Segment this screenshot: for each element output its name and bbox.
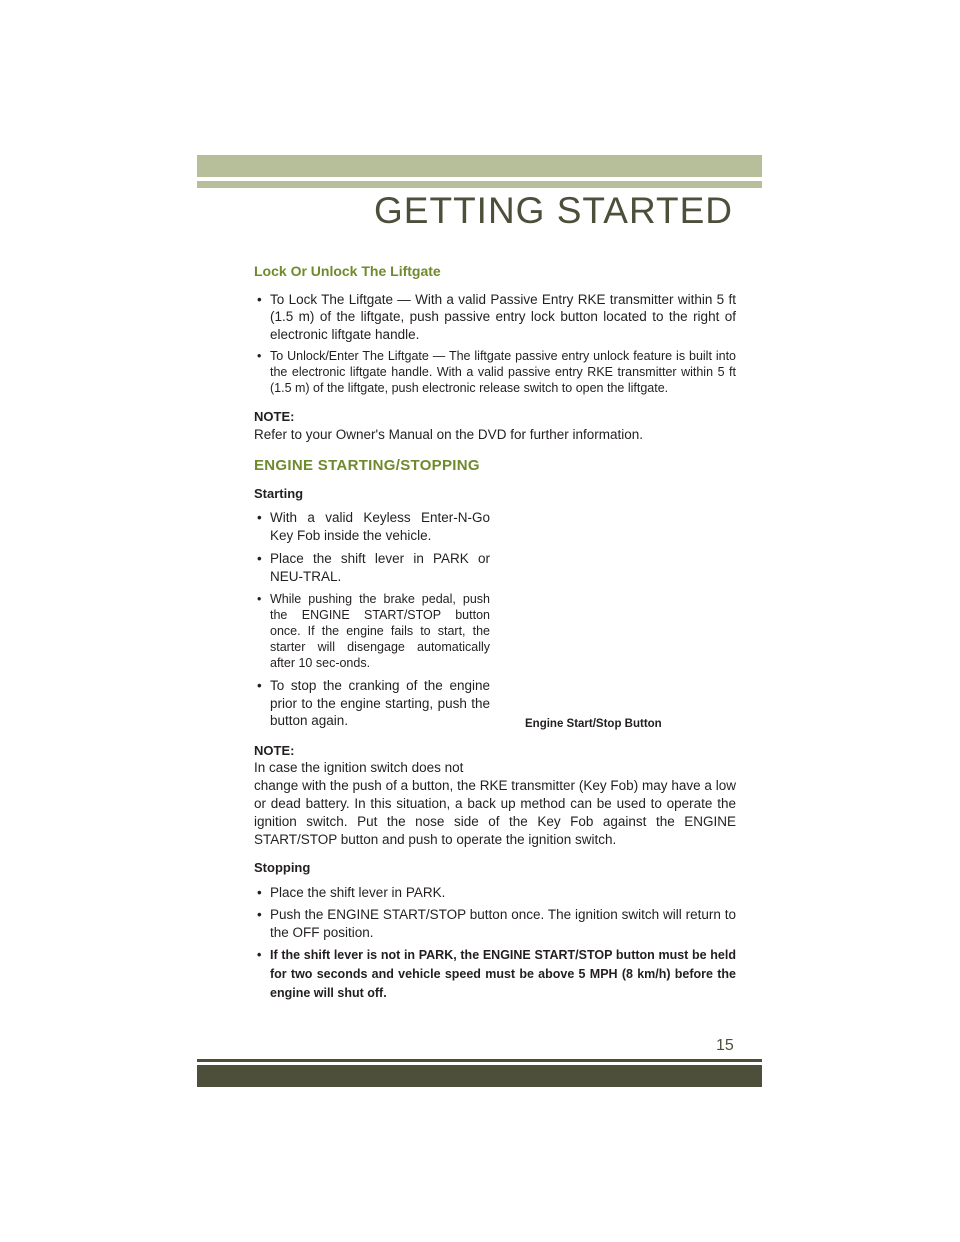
note-text-start: In case the ignition switch does not (254, 760, 464, 775)
page-content (254, 263, 736, 1008)
list-item: • If the shift lever is not in PARK, the ENGINE START/STOP button must be held for two seconds and vehicle speed must be above 5 MPH (8 km/h) before the engine will shut off. (254, 946, 736, 1003)
engine-button-figure (520, 485, 736, 723)
liftgate-heading: Lock Or Unlock The Liftgate (254, 263, 441, 279)
engine-heading: ENGINE STARTING/STOPPING (254, 457, 480, 474)
list-item: • Place the shift lever in PARK. (254, 884, 736, 902)
stopping-bullets (254, 884, 736, 942)
starting-section (254, 485, 736, 730)
footer-band (197, 1065, 762, 1087)
starting-label: Starting (254, 485, 304, 501)
list-item: • To Unlock/Enter The Liftgate — The liftgate passive entry unlock feature is built into the electronic liftgate handle. With a valid passive entry RKE transmitter within 5 ft (1.5 m) of the liftgate, push electronic release switch to open the liftgate. (254, 348, 736, 396)
note-label: NOTE: (254, 409, 295, 424)
stopping-warning (254, 946, 736, 1003)
header-band (197, 155, 762, 177)
header-rule (197, 181, 762, 188)
list-item: • Push the ENGINE START/STOP button once. The ignition switch will return to the OFF position. (254, 906, 736, 941)
liftgate-bullets-small (254, 348, 736, 396)
figure-caption: Engine Start/Stop Button (525, 718, 662, 730)
footer-rule (197, 1059, 762, 1062)
note-text: Refer to your Owner's Manual on the DVD for further information. (254, 426, 643, 442)
liftgate-bullets (254, 291, 736, 344)
list-item: • To stop the cranking of the engine prior to the engine starting, push the button again. (254, 677, 490, 730)
section-title: GETTING STARTED (374, 190, 733, 231)
list-item: • Place the shift lever in PARK or NEU-TRAL. (254, 550, 490, 585)
list-item: • To Lock The Liftgate — With a valid Passive Entry RKE transmitter within 5 ft (1.5 m) of the liftgate, push passive entry lock button located to the right of electronic liftgate handle. (254, 291, 736, 344)
note-label: NOTE: (254, 742, 295, 758)
page-number: 15 (716, 1037, 734, 1054)
note-text-rest: change with the push of a button, the RKE transmitter (Key Fob) may have a low or dead battery. In this situation, a back up method can be used to operate the ignition switch. Put the nose side of the Key Fob against the ENGINE START/STOP button and push to operate the ignition switch. (254, 778, 736, 847)
list-item: • While pushing the brake pedal, push the ENGINE START/STOP button once. If the engine fails to start, the starter will disengage automatically after 10 sec-onds. (254, 591, 490, 671)
stopping-label: Stopping (254, 860, 311, 875)
starting-bullets (254, 509, 490, 730)
list-item: • With a valid Keyless Enter-N-Go Key Fob inside the vehicle. (254, 509, 490, 544)
